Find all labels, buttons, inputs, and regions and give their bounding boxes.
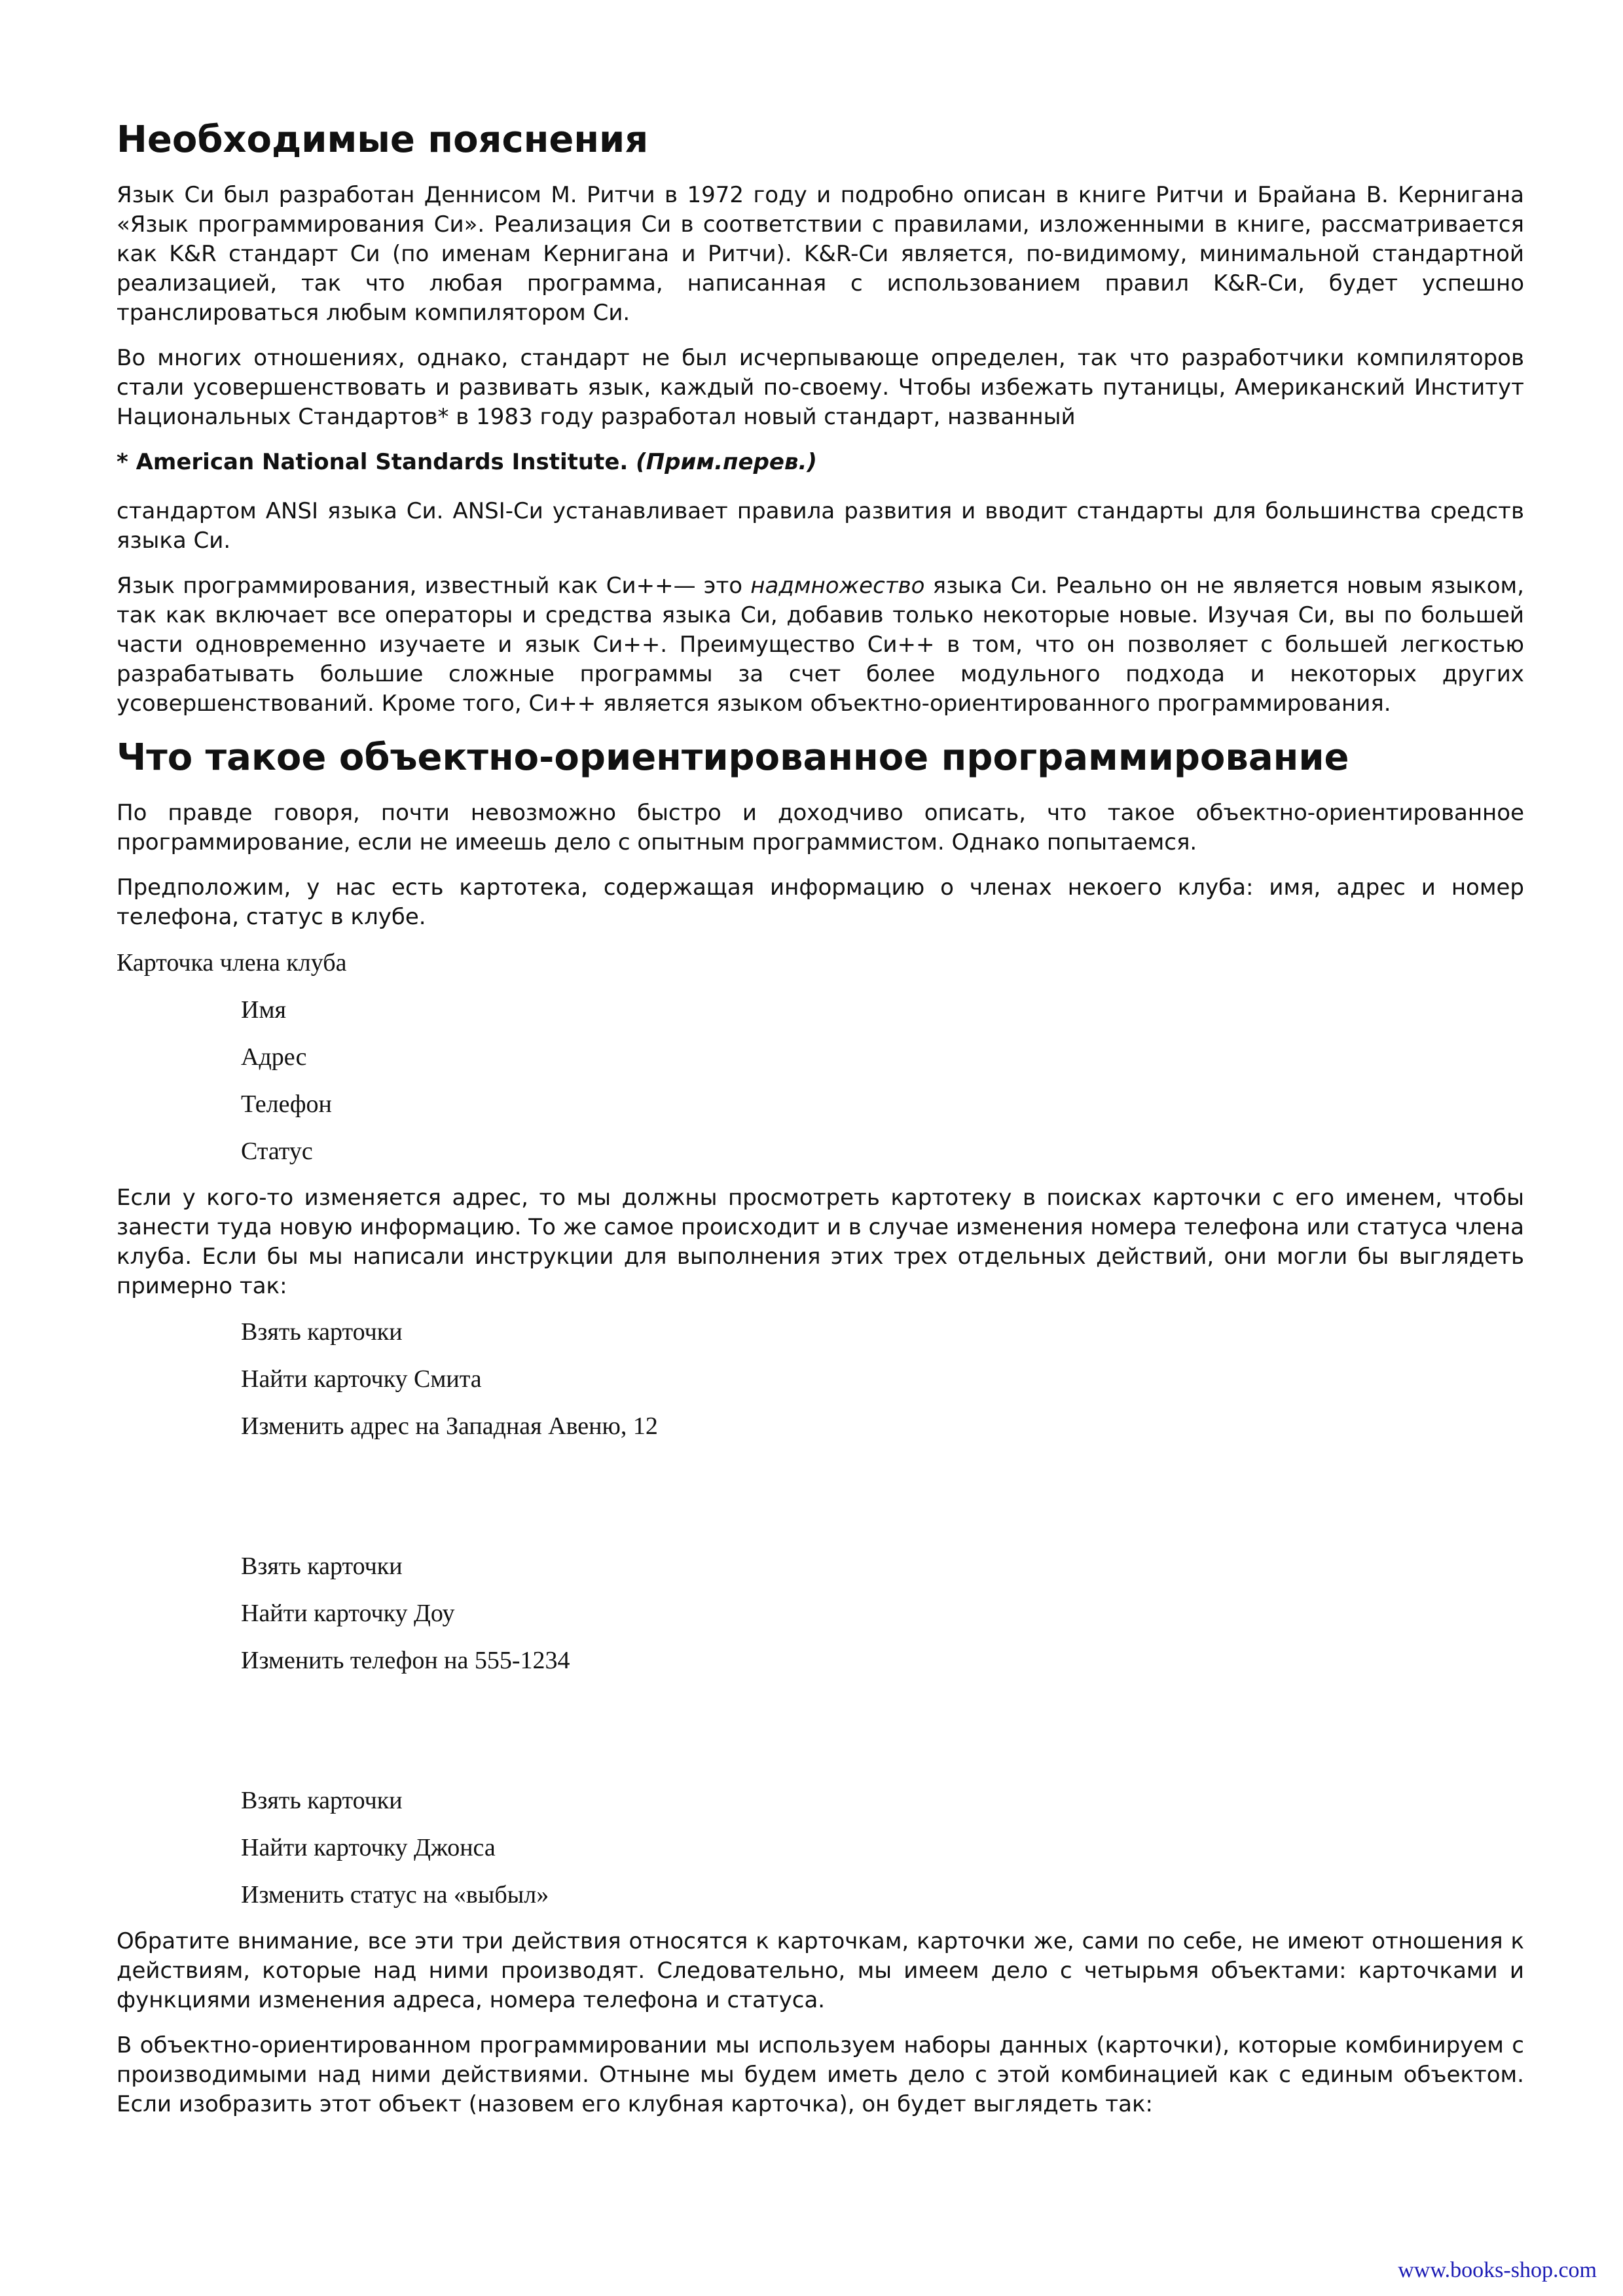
card-field: Телефон <box>241 1090 332 1118</box>
paragraph-c-history: Язык Си был разработан Деннисом М. Ритчи в 1972 году и подробно описан в книге Ритчи и Брайана В. Кернигана «Язык программирования Си». Реализация Си в соответствии с правилами, изложенными в книге, рассматривается как K&R стандарт Си (по именам Кернигана и Ритчи). K&R-Си является, по-видимому, минимальной стандартной реализацией, так что любая программа, написанная с использованием правил K&R-Си, будет успешно транслироваться любым компилятором Си. <box>117 182 1524 326</box>
card-field: Статус <box>241 1138 313 1165</box>
step-line: Изменить адрес на Западная Авеню, 12 <box>241 1412 658 1440</box>
paragraph-four-objects: Обратите внимание, все эти три действия относятся к карточкам, карточки же, сами по себе, не имеют отношения к действиям, которые над ними производят. Следовательно, мы имеем дело с четырьмя объектами: карточками и функциями изменения адреса, номера телефона и статуса. <box>117 1928 1524 2013</box>
step-line: Взять карточки <box>241 1552 403 1580</box>
section-heading-explanations: Необходимые пояснения <box>117 118 649 161</box>
step-line: Найти карточку Джонса <box>241 1834 496 1861</box>
step-line: Найти карточку Доу <box>241 1600 455 1627</box>
step-line: Найти карточку Смита <box>241 1365 482 1393</box>
paragraph-oop-intro: По правде говоря, почти невозможно быстро и доходчиво описать, что такое объектно-ориентированное программирование, если не имеешь дело с опытным программистом. Однако попытаемся. <box>117 800 1524 855</box>
footnote-note: (Прим.перев.) <box>636 449 817 475</box>
paragraph-cpp-part1: Язык программирования, известный как Си++— это <box>117 573 751 599</box>
step-line: Изменить статус на «выбыл» <box>241 1881 549 1909</box>
paragraph-card-file: Предположим, у нас есть картотека, содержащая информацию о членах некоего клуба: имя, адрес и номер телефона, статус в клубе. <box>117 874 1524 930</box>
card-field: Адрес <box>241 1043 307 1071</box>
card-title: Карточка члена клуба <box>117 949 347 977</box>
paragraph-cpp <box>117 571 1524 719</box>
card-field: Имя <box>241 996 286 1024</box>
footnote <box>117 448 1524 477</box>
spacer <box>117 1458 1524 1551</box>
step-line: Взять карточки <box>241 1787 403 1814</box>
step-line: Взять карточки <box>241 1318 403 1346</box>
paragraph-instructions: Если у кого-то изменяется адрес, то мы должны просмотреть картотеку в поисках карточки с его именем, чтобы занести туда новую информацию. То же самое происходит и в случае изменения номера телефона или статуса члена клуба. Если бы мы написали инструкции для выполнения этих трех отдельных действий, они могли бы выглядеть примерно так: <box>117 1185 1524 1299</box>
spacer <box>117 1693 1524 1785</box>
paragraph-cpp-part2: языка Си. Реально он не является новым языком, так как включает все операторы и средства языка Си, добавив только некоторые новые. Изучая Си, вы по большей части одновременно изучаете и язык Си++. Преимущество Си++ в том, что он позволяет с большей легкостью разрабатывать большие сложные программы за счет более модульного подхода и некоторых других усовершенствований. Кроме того, Си++ является языком объектно-ориентированного программирования. <box>117 573 1524 717</box>
paragraph-cpp-emphasis: надмножество <box>750 573 925 599</box>
section-heading-oop: Что такое объектно-ориентированное программирование <box>117 736 1349 779</box>
paragraph-ansi: стандартом ANSI языка Си. ANSI-Си устанавливает правила развития и вводит стандарты для большинства средств языка Си. <box>117 498 1524 554</box>
document-page <box>117 117 1524 2135</box>
paragraph-standard: Во многих отношениях, однако, стандарт не был исчерпывающе определен, так что разработчики компиляторов стали усовершенствовать и развивать язык, каждый по-своему. Чтобы избежать путаницы, Американский Институт Национальных Стандартов* в 1983 году разработал новый стандарт, названный <box>117 345 1524 430</box>
paragraph-oop-combination: В объектно-ориентированном программировании мы используем наборы данных (карточки), которые комбинируем с производимыми над ними действиями. Отныне мы будем иметь дело с этой комбинацией как с единым объектом. Если изобразить этот объект (назовем его клубная карточка), он будет выглядеть так: <box>117 2032 1524 2117</box>
step-line: Изменить телефон на 555-1234 <box>241 1647 570 1674</box>
footnote-text: * American National Standards Institute. <box>117 449 629 475</box>
footer-link[interactable]: www.books-shop.com <box>1398 2258 1597 2282</box>
